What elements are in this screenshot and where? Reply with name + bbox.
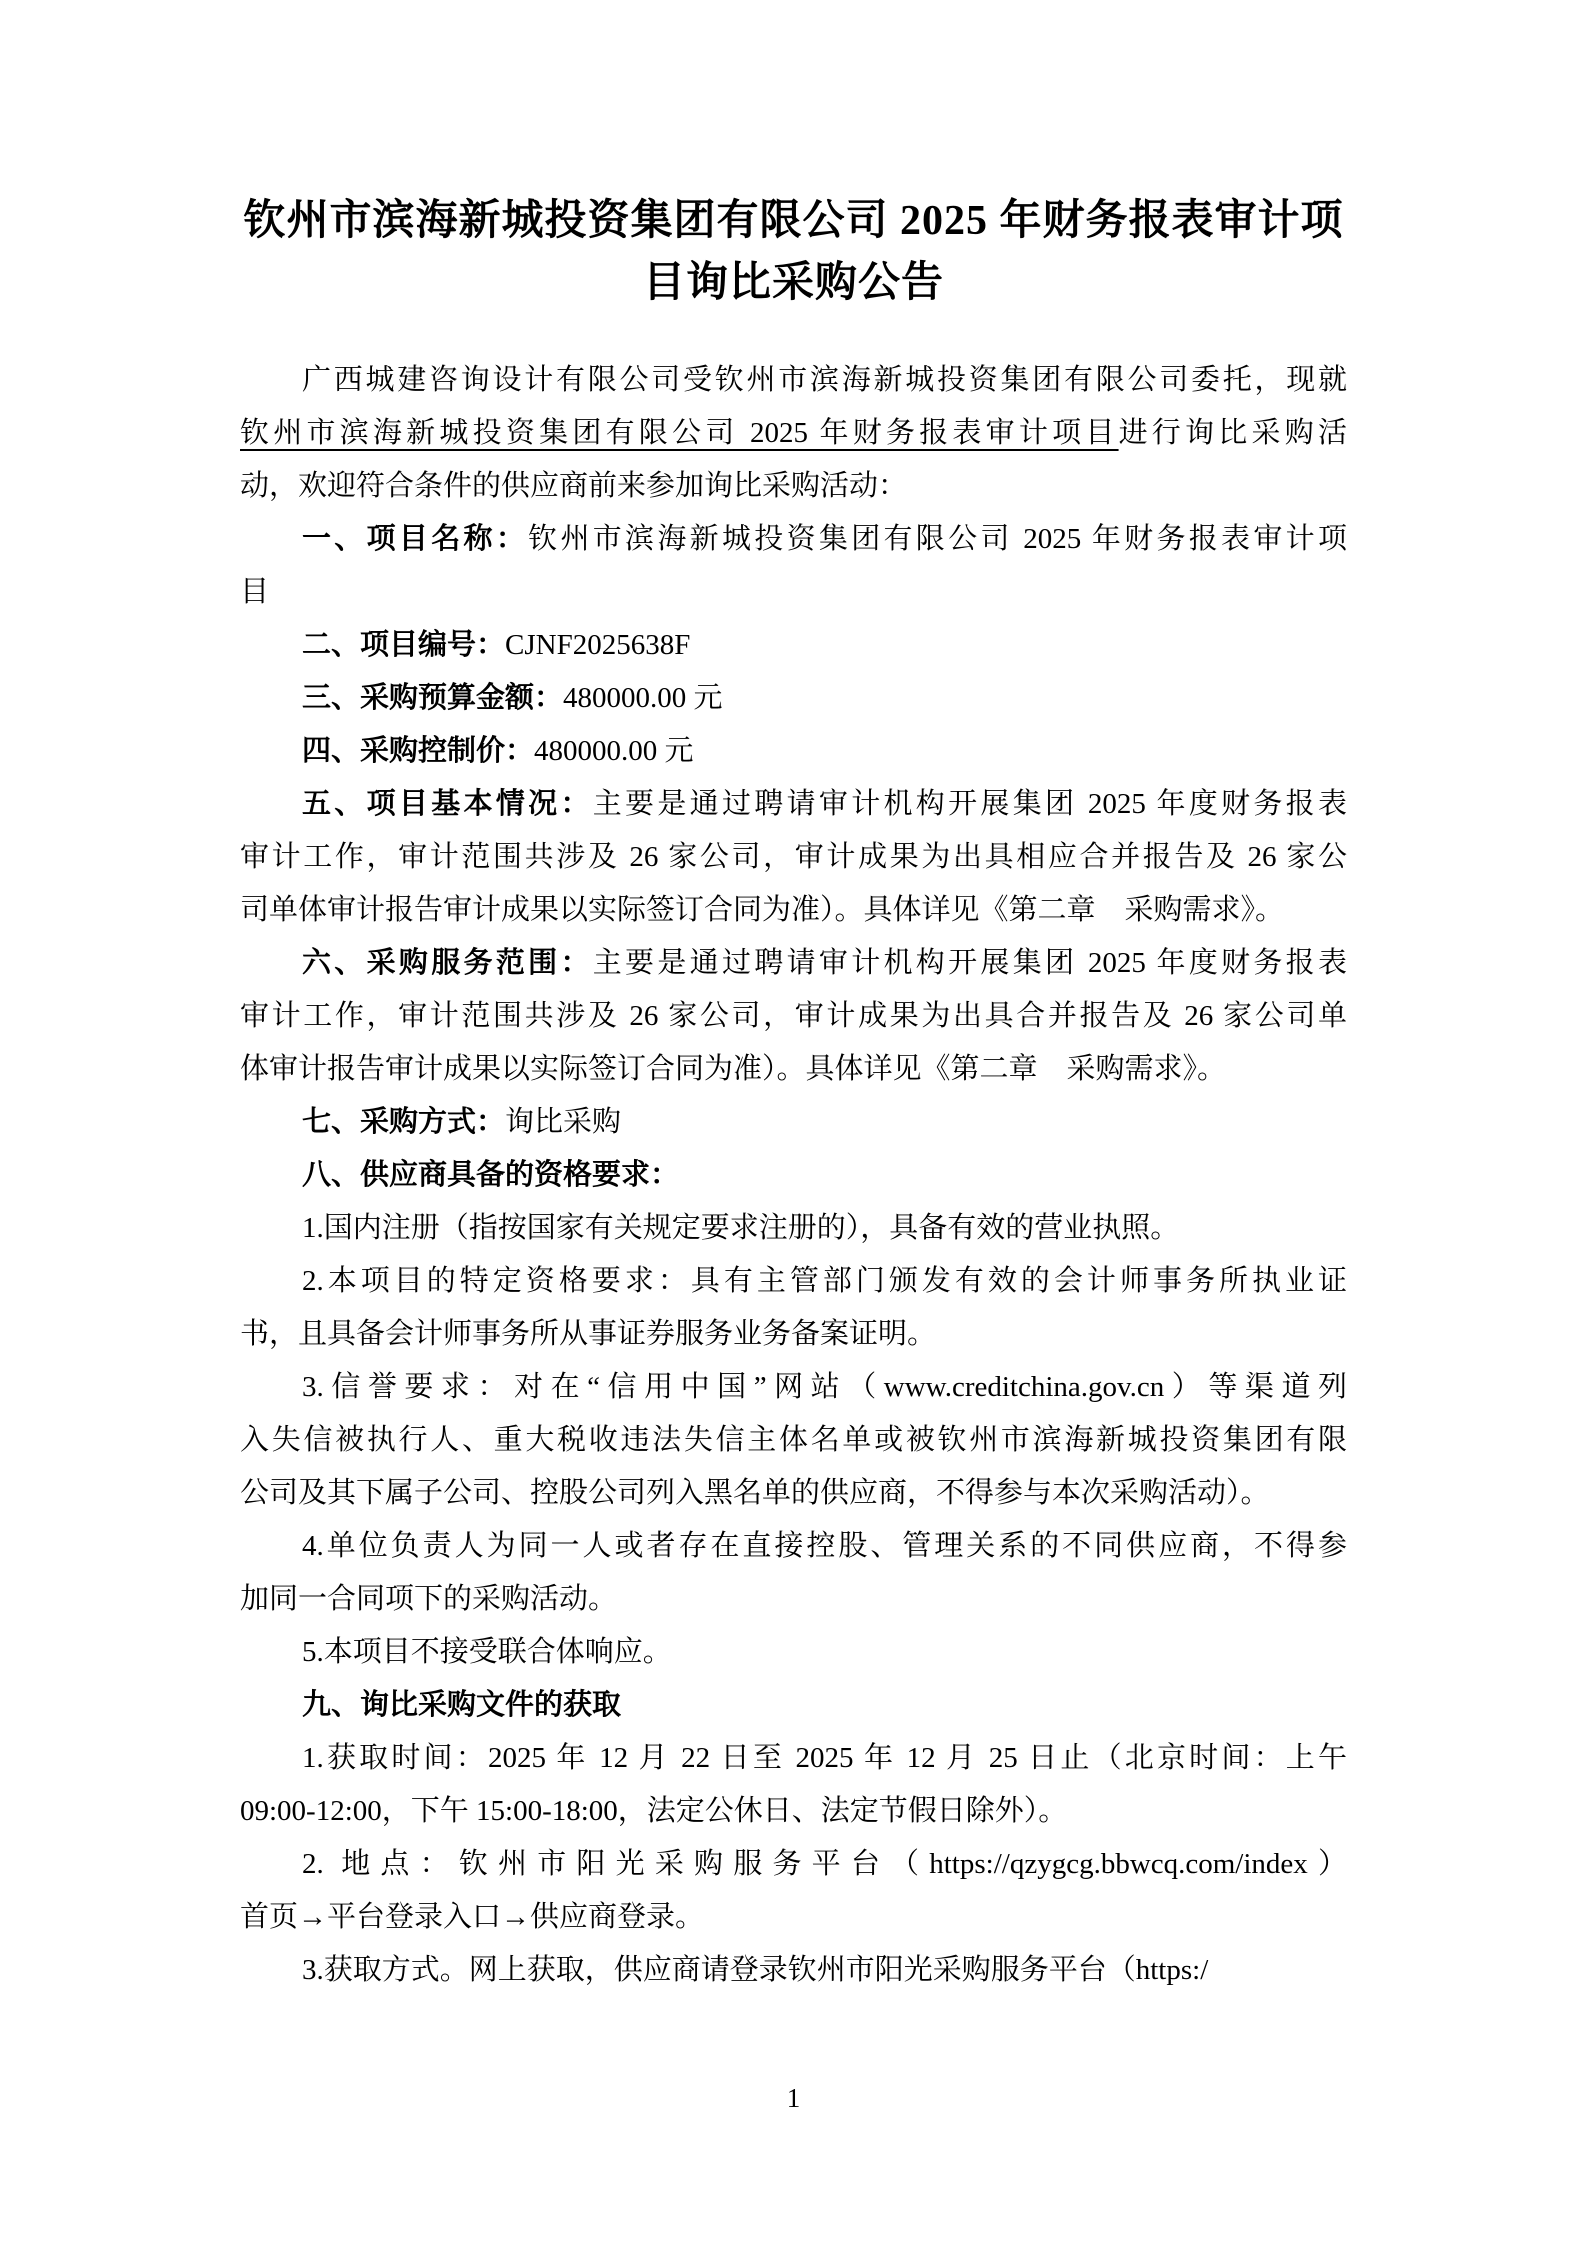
text-segment-underline: 钦州市滨海新城投资集团有限公司 2025 年财务报表审计项目 bbox=[240, 417, 1119, 449]
text-segment: 主要是通过聘请审计机构开展集团 2025 年度财务报表 bbox=[592, 947, 1347, 979]
text-segment-bold: 七、采购方式： bbox=[302, 1106, 506, 1138]
text-line bbox=[240, 1626, 1347, 1679]
text-segment: 司单体审计报告审计成果以实际签订合同为准）。具体详见《第二章 采购需求》。 bbox=[240, 894, 1285, 926]
text-line bbox=[240, 1785, 1347, 1838]
text-line bbox=[240, 513, 1347, 566]
text-line bbox=[240, 1944, 1347, 1997]
text-line bbox=[240, 1149, 1347, 1202]
text-segment-bold: 五、项目基本情况： bbox=[302, 788, 593, 820]
text-line bbox=[240, 1043, 1347, 1096]
text-segment: 审计工作，审计范围共涉及 26 家公司，审计成果为出具合并报告及 26 家公司单 bbox=[240, 1000, 1347, 1032]
text-segment: 询比采购 bbox=[505, 1106, 622, 1138]
text-line bbox=[240, 566, 1347, 619]
text-segment: 钦州市滨海新城投资集团有限公司 2025 年财务报表审计项 bbox=[528, 523, 1347, 555]
text-line bbox=[240, 1361, 1347, 1414]
text-segment-bold: 八、供应商具备的资格要求： bbox=[302, 1159, 680, 1191]
text-segment: 目 bbox=[240, 576, 270, 608]
document-title-line-1: 钦州市滨海新城投资集团有限公司 2025 年财务报表审计项 bbox=[243, 198, 1344, 244]
text-line bbox=[240, 1573, 1347, 1626]
text-segment: 3.信誉要求：对在“信用中国”网站（www.creditchina.gov.cn）等渠道列 bbox=[302, 1371, 1347, 1403]
text-segment-bold: 六、采购服务范围： bbox=[302, 947, 593, 979]
text-segment: 动，欢迎符合条件的供应商前来参加询比采购活动： bbox=[240, 470, 908, 502]
text-segment: 480000.00 元 bbox=[534, 735, 694, 767]
text-segment-bold: 四、采购控制价： bbox=[302, 735, 535, 767]
text-segment: 书，且具备会计师事务所从事证券服务业务备案证明。 bbox=[240, 1318, 937, 1350]
text-line bbox=[240, 407, 1347, 460]
text-line bbox=[240, 1414, 1347, 1467]
text-segment: 审计工作，审计范围共涉及 26 家公司，审计成果为出具相应合并报告及 26 家公 bbox=[240, 841, 1347, 873]
text-segment: 首页→平台登录入口→供应商登录。 bbox=[240, 1901, 705, 1933]
text-segment: 1.国内注册（指按国家有关规定要求注册的），具备有效的营业执照。 bbox=[302, 1212, 1180, 1244]
text-segment-bold: 三、采购预算金额： bbox=[302, 682, 564, 714]
text-segment: 4.单位负责人为同一人或者存在直接控股、管理关系的不同供应商，不得参 bbox=[302, 1530, 1347, 1562]
text-segment-bold: 一、项目名称： bbox=[302, 523, 529, 555]
text-segment: 2.本项目的特定资格要求：具有主管部门颁发有效的会计师事务所执业证 bbox=[302, 1265, 1347, 1297]
text-line bbox=[240, 778, 1347, 831]
text-segment: 主要是通过聘请审计机构开展集团 2025 年度财务报表 bbox=[592, 788, 1347, 820]
text-line bbox=[240, 990, 1347, 1043]
text-line bbox=[240, 1520, 1347, 1573]
text-segment-bold: 九、询比采购文件的获取 bbox=[302, 1689, 622, 1721]
text-segment: 1.获取时间：2025 年 12 月 22 日至 2025 年 12 月 25 日止（北京时间：上午 bbox=[302, 1742, 1347, 1774]
text-segment: 进行询比采购活 bbox=[1118, 417, 1347, 449]
text-line bbox=[240, 1255, 1347, 1308]
text-segment: 3.获取方式。网上获取，供应商请登录钦州市阳光采购服务平台（https:/ bbox=[302, 1954, 1209, 1986]
text-segment: 09:00-12:00，下午 15:00-18:00，法定公休日、法定节假日除外）。 bbox=[240, 1795, 1068, 1827]
text-segment: CJNF2025638F bbox=[505, 629, 691, 661]
page-number: 1 bbox=[786, 2083, 801, 2113]
text-segment: 5.本项目不接受联合体响应。 bbox=[302, 1636, 672, 1668]
text-line bbox=[240, 1202, 1347, 1255]
text-line bbox=[240, 1679, 1347, 1732]
text-segment: 480000.00 元 bbox=[563, 682, 723, 714]
text-line bbox=[240, 1467, 1347, 1520]
text-line bbox=[240, 1891, 1347, 1944]
text-line bbox=[240, 937, 1347, 990]
document-title-line-2: 目询比采购公告 bbox=[642, 260, 944, 306]
text-segment: 2. 地点：钦州市阳光采购服务平台（https://qzygcg.bbwcq.com/index） bbox=[302, 1848, 1347, 1880]
text-segment: 体审计报告审计成果以实际签订合同为准）。具体详见《第二章 采购需求》。 bbox=[240, 1053, 1227, 1085]
text-line bbox=[240, 354, 1347, 407]
text-segment: 加同一合同项下的采购活动。 bbox=[240, 1583, 618, 1615]
text-line bbox=[240, 672, 1347, 725]
text-line bbox=[240, 1308, 1347, 1361]
text-line bbox=[240, 725, 1347, 778]
text-line bbox=[240, 1732, 1347, 1785]
text-segment: 广西城建咨询设计有限公司受钦州市滨海新城投资集团有限公司委托，现就 bbox=[302, 364, 1347, 396]
document-body bbox=[240, 354, 1347, 1997]
text-line bbox=[240, 1096, 1347, 1149]
document-content bbox=[240, 190, 1347, 1997]
text-line bbox=[240, 1838, 1347, 1891]
text-line bbox=[240, 460, 1347, 513]
text-line bbox=[240, 831, 1347, 884]
text-segment: 入失信被执行人、重大税收违法失信主体名单或被钦州市滨海新城投资集团有限 bbox=[240, 1424, 1347, 1456]
text-segment: 公司及其下属子公司、控股公司列入黑名单的供应商，不得参与本次采购活动）。 bbox=[240, 1477, 1270, 1509]
document-title bbox=[240, 190, 1347, 314]
text-segment-bold: 二、项目编号： bbox=[302, 629, 506, 661]
text-line bbox=[240, 884, 1347, 937]
text-line bbox=[240, 619, 1347, 672]
